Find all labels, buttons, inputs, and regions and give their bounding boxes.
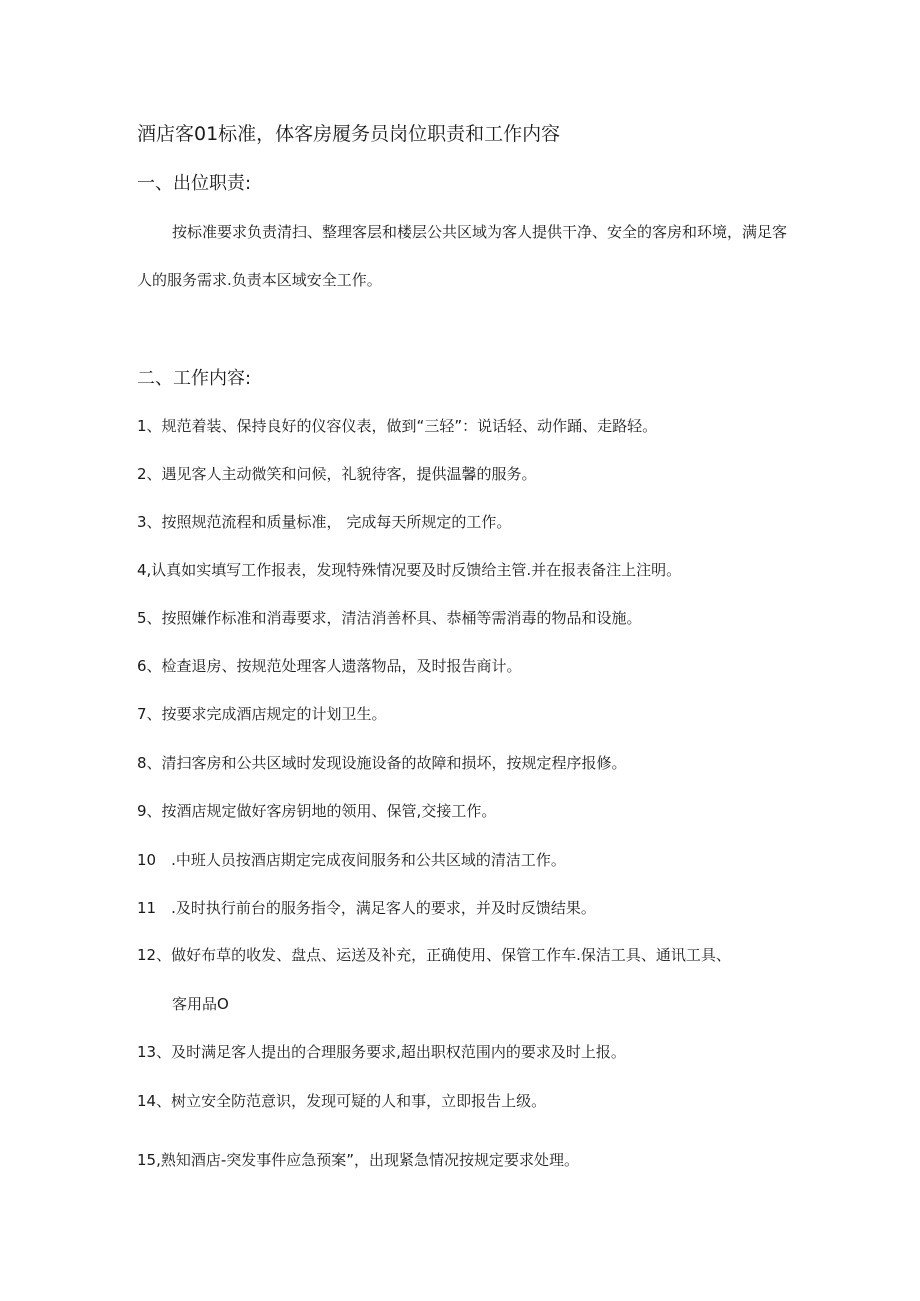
list-item: 10 .中班人员按酒店期定完成夜间服务和公共区域的清洁工作。: [137, 851, 566, 869]
responsibilities-paragraph-line-1: 按标准要求负责清扫、整理客层和楼层公共区域为客人提供干净、安全的客房和环境，满足客: [172, 223, 788, 241]
list-item: 12、做好布草的收发、盘点、运送及补充，正确使用、保管工作车.保洁工具、通讯工具、: [137, 946, 731, 964]
list-item: 15,熟知酒店-突发事件应急预案”，出现紧急情况按规定要求处理。: [137, 1151, 580, 1169]
list-item: 14、树立安全防范意识，发现可疑的人和事，立即报告上级。: [137, 1092, 547, 1110]
list-item: 9、按酒店规定做好客房钥地的领用、保管,交接工作。: [137, 802, 497, 820]
list-item-continuation: 客用品O: [172, 995, 229, 1013]
list-item: 5、按照嫌作标准和消毒要求，清洁消善杯具、恭桶等需消毒的物品和设施。: [137, 609, 642, 627]
section-heading-responsibilities: 一、出位职责:: [137, 173, 252, 194]
document-title: 酒店客01标准，体客房履务员岗位职责和工作内容: [137, 123, 561, 145]
list-item: 2、遇见客人主动微笑和问候，礼貌待客，提供温馨的服务。: [137, 465, 537, 483]
list-item: 4,认真如实填写工作报表，发现特殊情况要及时反馈给主管.并在报表备注上注明。: [137, 561, 682, 579]
list-item: 13、及时满足客人提出的合理服务要求,超出职权范围内的要求及时上报。: [137, 1043, 626, 1061]
responsibilities-paragraph-line-2: 人的服务需求.负责本区域安全工作。: [137, 271, 382, 289]
list-item: 11 .及时执行前台的服务指令，满足客人的要求，并及时反馈结果。: [137, 899, 596, 917]
list-item: 6、检查退房、按规范处理客人遗落物品，及时报告商计。: [137, 657, 522, 675]
list-item: 3、按照规范流程和质量标准， 完成每天所规定的工作。: [137, 513, 512, 531]
section-heading-work-content: 二、工作内容:: [137, 368, 252, 389]
list-item: 8、清扫客房和公共区域时发现设施设备的故障和损坏，按规定程序报修。: [137, 754, 627, 772]
list-item: 7、按要求完成酒店规定的计划卫生。: [137, 705, 387, 723]
list-item: 1、规范着装、保持良好的仪容仪表，做到“三轻”：说话轻、动作踊、走路轻。: [137, 417, 658, 435]
